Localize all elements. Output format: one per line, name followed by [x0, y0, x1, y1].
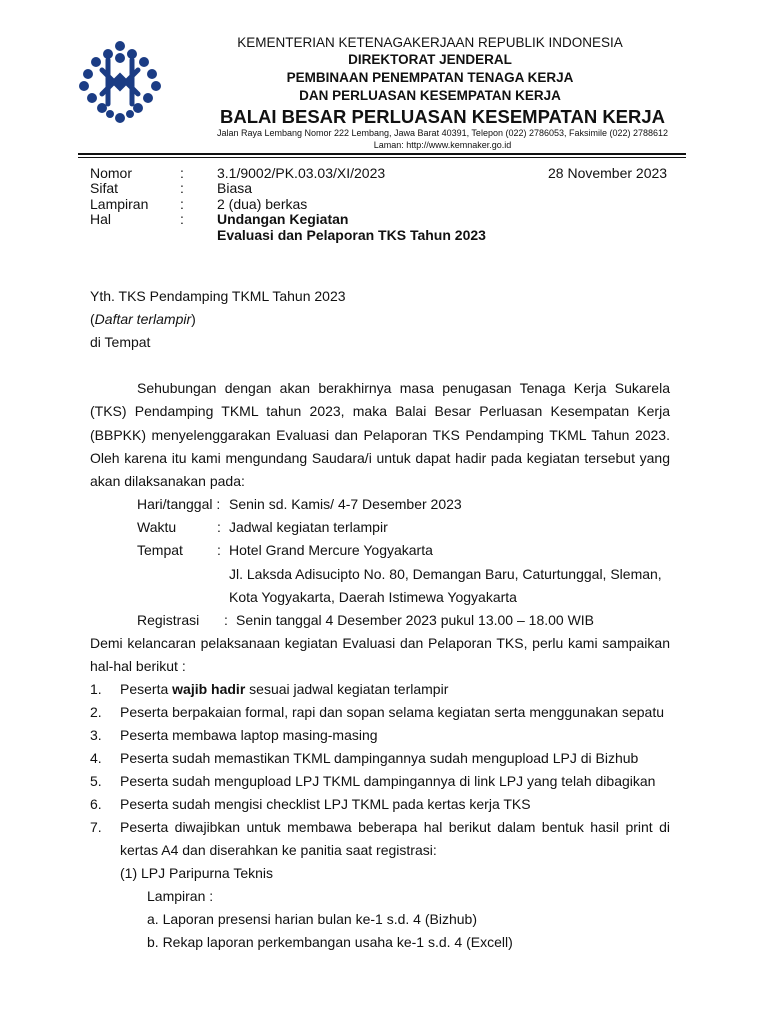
letterhead-rule — [78, 153, 686, 155]
hal-value-line-2: Evaluasi dan Pelaporan TKS Tahun 2023 — [217, 227, 486, 243]
hari-value: Senin sd. Kamis/ 4-7 Desember 2023 — [229, 496, 462, 512]
office-website: Laman: http://www.kemnaker.go.id — [373, 140, 512, 150]
division-line-1: PEMBINAAN PENEMPATAN TENAGA KERJA — [286, 70, 574, 85]
registrasi-value: Senin tanggal 4 Desember 2023 pukul 13.00 – 18.00 WIB — [236, 612, 595, 628]
lampiran-label: Lampiran — [90, 196, 149, 212]
colon: : — [217, 519, 221, 535]
list-number: 4. — [90, 750, 102, 766]
tempat-address-1: Jl. Laksda Adisucipto No. 80, Demangan Baru, Caturtunggal, Sleman, — [229, 566, 662, 582]
list-number: 5. — [90, 773, 102, 789]
colon: : — [180, 180, 184, 196]
list-item: Peserta wajib hadir sesuai jadwal kegiatan terlampir — [120, 681, 449, 697]
tempat-label: Tempat — [137, 542, 183, 558]
ministry-name: KEMENTERIAN KETENAGAKERJAAN REPUBLIK INDONESIA — [237, 35, 623, 50]
list-number: 7. — [90, 819, 102, 835]
list-number: 2. — [90, 704, 102, 720]
letter-date: 28 November 2023 — [548, 165, 668, 181]
kemnaker-logo-icon — [78, 40, 162, 124]
closing-line: Demi kelancaran pelaksanaan kegiatan Evaluasi dan Pelaporan TKS, perlu kami sampaikan — [90, 635, 670, 651]
sub-item-b: b. Rekap laporan perkembangan usaha ke-1 s.d. 4 (Excell) — [147, 934, 513, 950]
recipient-line-3: di Tempat — [90, 334, 151, 350]
waktu-value: Jadwal kegiatan terlampir — [229, 519, 388, 535]
paragraph-line: (TKS) Pendamping TKML tahun 2023, maka Balai Besar Perluasan Kesempatan Kerja — [90, 403, 670, 419]
waktu-label: Waktu — [137, 519, 177, 535]
directorate-name: DIREKTORAT JENDERAL — [348, 52, 512, 67]
office-name: BALAI BESAR PERLUASAN KESEMPATAN KERJA — [219, 106, 666, 127]
colon: : — [217, 542, 221, 558]
list-number: 1. — [90, 681, 102, 697]
recipient-line-1: Yth. TKS Pendamping TKML Tahun 2023 — [90, 288, 346, 304]
lampiran-value: 2 (dua) berkas — [217, 196, 308, 212]
letterhead-rule-thin — [78, 157, 686, 158]
colon: : — [180, 211, 184, 227]
hari-label: Hari/tanggal : — [137, 496, 221, 512]
list-item: Peserta sudah mengisi checklist LPJ TKML pada kertas kerja TKS — [120, 796, 531, 812]
sifat-value: Biasa — [217, 180, 253, 196]
list-item: Peserta diwajibkan untuk membawa beberapa hal berikut dalam bentuk hasil print di — [120, 819, 670, 835]
sifat-label: Sifat — [90, 180, 119, 196]
nomor-value: 3.1/9002/PK.03.03/XI/2023 — [217, 165, 386, 181]
sub-item-a: a. Laporan presensi harian bulan ke-1 s.d. 4 (Bizhub) — [147, 911, 477, 927]
division-line-2: DAN PERLUASAN KESEMPATAN KERJA — [299, 88, 561, 103]
sub-item: (1) LPJ Paripurna Teknis — [120, 865, 274, 881]
paragraph-line: Sehubungan dengan akan berakhirnya masa penugasan Tenaga Kerja Sukarela — [137, 380, 670, 396]
list-number: 6. — [90, 796, 102, 812]
nomor-label: Nomor — [90, 165, 133, 181]
list-number: 3. — [90, 727, 102, 743]
registrasi-label: Registrasi — [137, 612, 200, 628]
colon: : — [180, 165, 184, 181]
lampiran-heading: Lampiran : — [147, 888, 214, 904]
list-item: Peserta sudah mengupload LPJ TKML dampingannya di link LPJ yang telah dibagikan — [120, 773, 656, 789]
recipient-line-2: (Daftar terlampir) — [90, 311, 196, 327]
hal-label: Hal — [90, 211, 112, 227]
tempat-value: Hotel Grand Mercure Yogyakarta — [229, 542, 433, 558]
colon: : — [180, 196, 184, 212]
office-address: Jalan Raya Lembang Nomor 222 Lembang, Jawa Barat 40391, Telepon (022) 2786053, Faksimile (022) 2788612 — [216, 128, 669, 138]
list-item: Peserta berpakaian formal, rapi dan sopan selama kegiatan serta menggunakan sepatu — [120, 704, 665, 720]
closing-line: hal-hal berikut : — [90, 658, 186, 674]
hal-value-line-1: Undangan Kegiatan — [217, 211, 349, 227]
colon: : — [224, 612, 228, 628]
paragraph-line: Oleh karena itu kami mengundang Saudara/i untuk dapat hadir pada kegiatan tersebut yang — [90, 450, 670, 466]
list-item: Peserta membawa laptop masing-masing — [120, 727, 378, 743]
tempat-address-2: Kota Yogyakarta, Daerah Istimewa Yogyakarta — [229, 589, 517, 605]
list-item-continuation: kertas A4 dan diserahkan ke panitia saat registrasi: — [120, 842, 437, 858]
list-item: Peserta sudah memastikan TKML dampingannya sudah mengupload LPJ di Bizhub — [120, 750, 639, 766]
paragraph-line: akan dilaksanakan pada: — [90, 473, 245, 489]
paragraph-line: (BBPKK) menyelenggarakan Evaluasi dan Pelaporan TKS Pendamping TKML Tahun 2023. — [90, 427, 670, 443]
